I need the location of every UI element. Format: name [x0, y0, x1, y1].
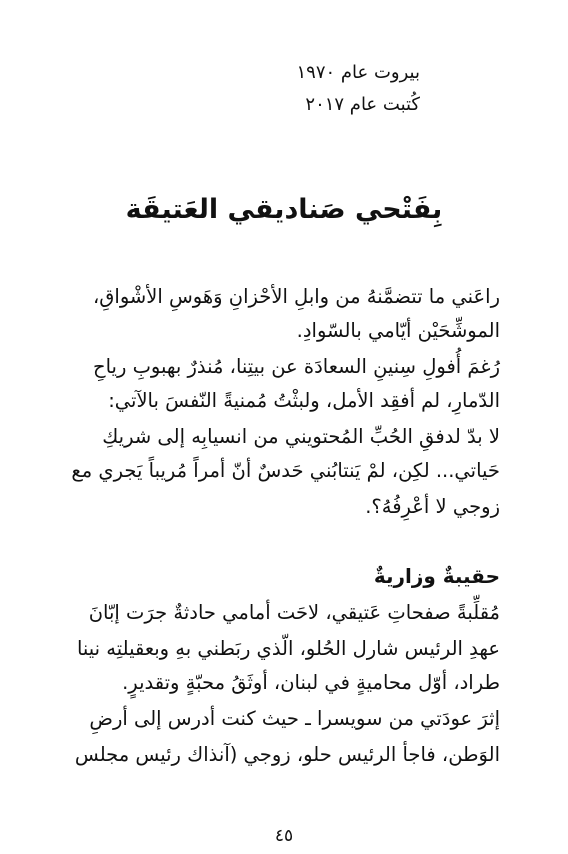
chapter-title: بِفَتْحي صَناديقي العَتيقَة [125, 194, 443, 225]
paragraph-line: الدّمارِ، لم أفقِد الأمل، ولبثْتُ مُمنيةً النّفسَ بالآتي: [108, 389, 500, 412]
paragraph-line: راعَني ما تتضمَّنهُ من وابلِ الأحْزانِ وَهَوسِ الأشْواقِ، [93, 285, 500, 308]
paragraph-line: زوجي لا أعْرِفُهُ؟. [365, 495, 500, 518]
paragraph-line: لا بدّ لدفقِ الحُبِّ المُحتويني من انسيابِه إلى شريكِ [102, 425, 500, 448]
section-subheading: حقيبةٌ وزاريةٌ [373, 564, 500, 588]
paragraph-line: حَياتي... لكِن، لمْ يَنتابُني حَدسٌ أنّ أمراً مُريباً يَجري مع [71, 459, 500, 482]
written-date: كُتبت عام ٢٠١٧ [305, 94, 420, 115]
paragraph-line: طراد، أوّل محاميةٍ في لبنان، أوثَقُ محبّةٍ وتقديرٍ. [122, 671, 500, 694]
place-date: بيروت عام ١٩٧٠ [296, 62, 420, 83]
paragraph-line: الوَطن، فاجأ الرئيس حلو، زوجي (آنذاك رئيس مجلس [74, 743, 500, 766]
paragraph-line: عهدِ الرئيس شارل الحُلو، الّذي ربَطني بهِ وبعقيلتِه نينا [76, 637, 500, 660]
paragraph-line: رُغمَ أُفولِ سِنينِ السعادَة عن بيتِنا، مُنذرٌ بهبوبِ رياحِ [93, 355, 500, 378]
page-number: ٤٥ [274, 826, 294, 846]
paragraph-line: إثرَ عودَتي من سويسرا ـ حيث كنت أدرس إلى أرضِ [89, 707, 500, 730]
paragraph-line: مُقلِّبةً صفحاتِ عَتيقي، لاحَت أمامي حادثةٌ جرَت إبّانَ [88, 601, 500, 624]
paragraph-line: الموشِّحَيْن أيّامي بالسّوادِ. [296, 319, 500, 342]
